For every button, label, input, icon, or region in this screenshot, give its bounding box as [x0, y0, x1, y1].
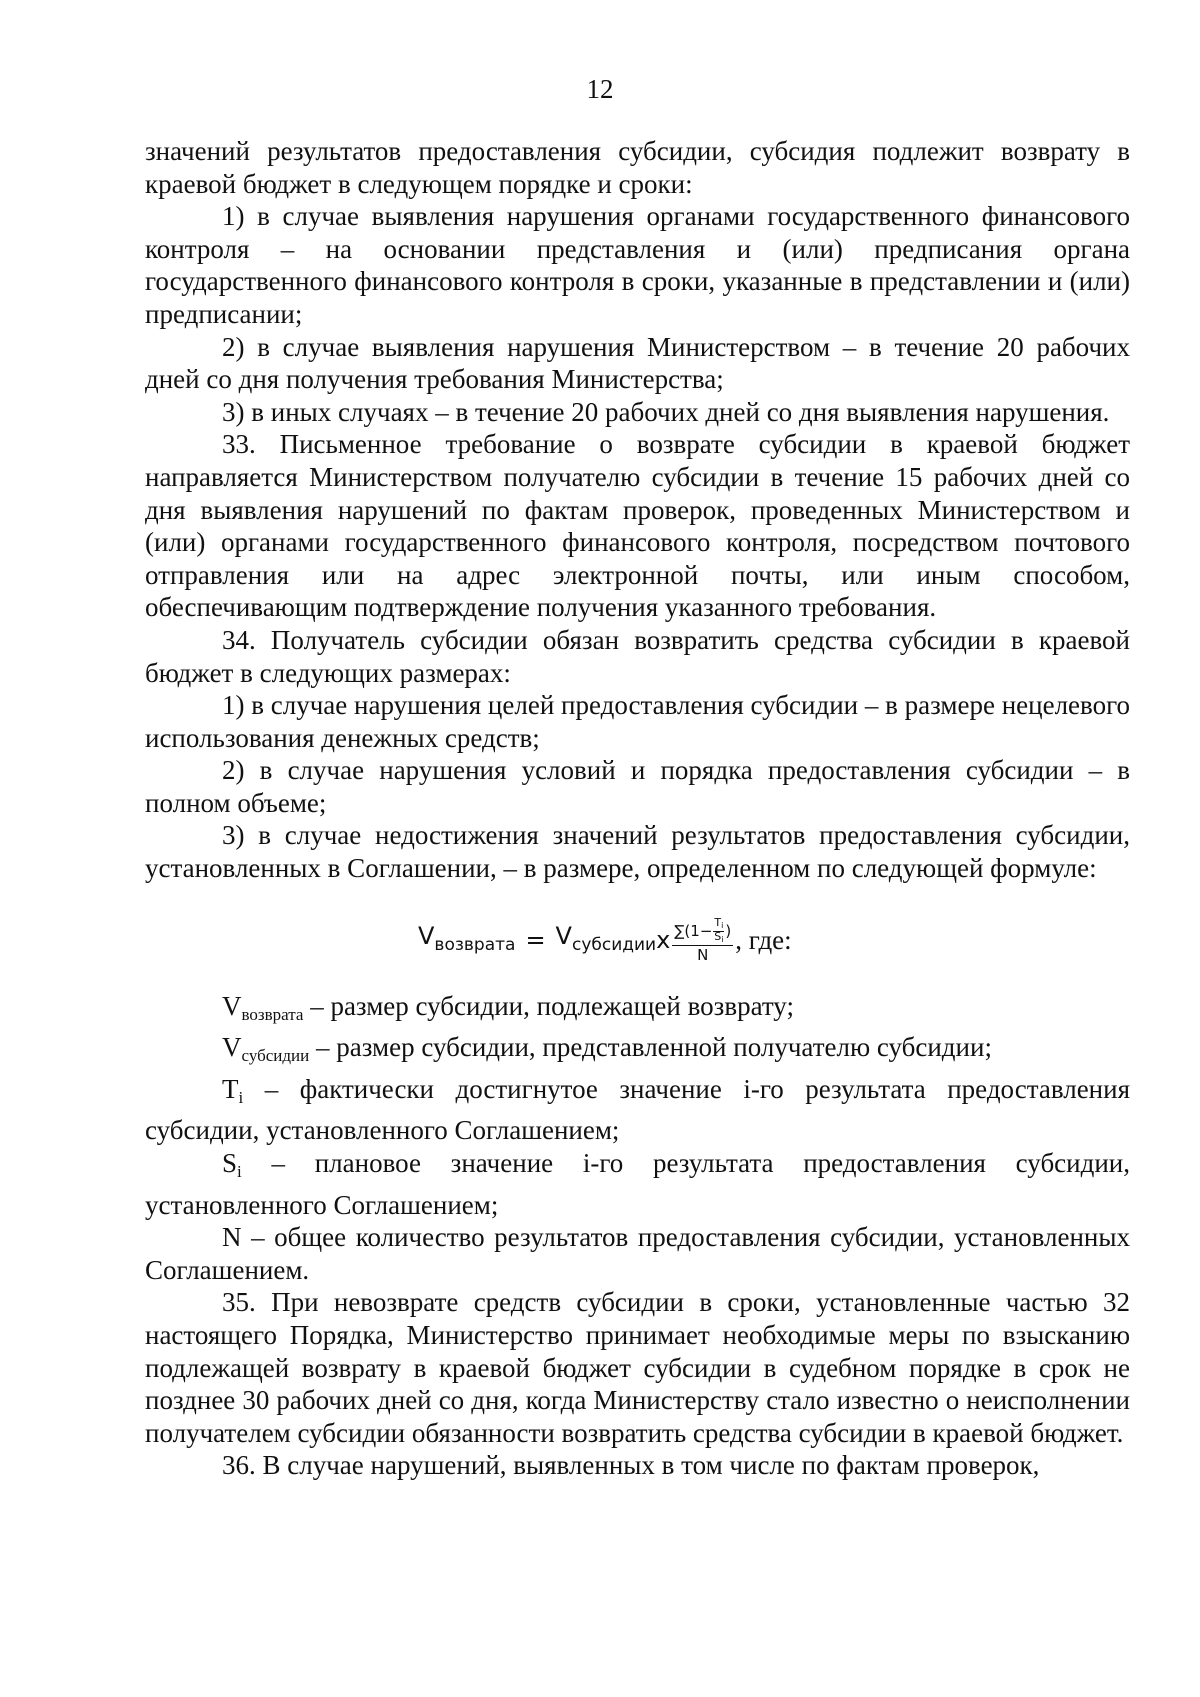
formula-lhs: $V_{возврата}$: [418, 921, 516, 955]
formula-fraction: [672, 915, 733, 964]
paragraph: 2) в случае нарушения условий и порядка предоставления субсидии – в полном объеме;: [145, 755, 1130, 818]
paragraph: 3) в случае недостижения значений результатов предоставления субсидии, установленных в Соглашении, – в размере, определенном по следующей формуле:: [145, 820, 1130, 884]
document-body: [145, 135, 1130, 1482]
paragraph: 35. При невозврате средств субсидии в сроки, установленные частью 32 настоящего Порядка, Министерство принимает необходимые меры по взысканию подлежащей возврату в краевой бюджет субсидии в судебном порядке в срок не позднее 30 рабочих дней со дня, когда Министерству стало известно о неисполнении получателем субсидии обязанности возвратить средства субсидии в краевой бюджет.: [145, 1287, 1130, 1448]
formula-tail: , где:: [735, 925, 792, 956]
definition-subscript: i: [238, 1087, 244, 1107]
paragraphs-before-formula: [145, 135, 1130, 885]
formula-ratio: $\frac{T_i}{S_i}$: [714, 915, 724, 944]
paragraph: 36. В случае нарушений, выявленных в том числе по фактам проверок,: [222, 1450, 1040, 1481]
definition-text: – плановое значение i-го результата предоставления субсидии, установленного Соглашением;: [145, 1148, 1130, 1220]
definition-symbol: V: [222, 1032, 242, 1063]
definition-subscript: i: [237, 1162, 242, 1182]
paragraph: 1) в случае нарушения целей предоставления субсидии – в размере нецелевого использования денежных средств;: [145, 690, 1130, 753]
definition-item: [145, 1031, 1130, 1073]
definition-item: [145, 990, 1130, 1032]
definition-symbol: V: [222, 990, 242, 1021]
definition-text: – общее количество результатов предоставления субсидии, установленных Соглашением.: [145, 1222, 1130, 1285]
paragraph: 2) в случае выявления нарушения Министерством – в течение 20 рабочих дней со дня получения требования Министерства;: [145, 331, 1130, 395]
definition-text: – фактически достигнутое значение i-го результата предоставления субсидии, установленного Соглашением;: [145, 1073, 1130, 1146]
definition-symbol: T: [222, 1073, 239, 1104]
formula-denominator: N: [697, 945, 709, 964]
definition-item: [145, 1073, 1130, 1147]
page-number: 12: [586, 74, 614, 104]
formula-definitions: [145, 990, 1130, 1287]
definition-item: [145, 1147, 1130, 1221]
paragraph: 3) в иных случаях – в течение 20 рабочих дней со дня выявления нарушения.: [222, 396, 1110, 427]
formula: [145, 904, 1130, 970]
definition-text: – размер субсидии, представленной получателю субсидии;: [309, 1032, 992, 1063]
paragraph: 33. Письменное требование о возврате субсидии в краевой бюджет направляется Министерством получателю субсидии в течение 15 рабочих дней со дня выявления нарушений по фактам проверок, проведенных Министерством и (или) органами государственного финансового контроля, посредством почтового отправления или на адрес электронной почты, или иным способом, обеспечивающим подтверждение получения указанного требования.: [145, 429, 1130, 623]
formula-numerator: ∑(1− $\frac{T_i}{S_i}$ ): [674, 915, 732, 944]
formula-rhs: $V_{субсидии}$: [555, 921, 657, 955]
formula-equals: =: [525, 926, 546, 955]
paragraphs-after-formula: [145, 1286, 1130, 1482]
definition-item: [145, 1221, 1130, 1286]
paragraph: 1) в случае выявления нарушения органами государственного финансового контроля – на основании представления и (или) предписания органа государственного финансового контроля в сроки, указанные в представлении и (или) предписании;: [145, 201, 1130, 329]
definition-text: – размер субсидии, подлежащей возврату;: [303, 990, 794, 1021]
definition-subscript: возврата: [241, 1004, 304, 1024]
definition-subscript: субсидии: [241, 1046, 310, 1066]
definition-symbol: S: [222, 1148, 238, 1179]
definition-symbol: N: [222, 1222, 242, 1253]
paragraph: значений результатов предоставления субсидии, субсидия подлежит возврату в краевой бюджет в следующем порядке и сроки:: [145, 136, 1130, 199]
formula-times: x: [656, 926, 671, 955]
paragraph: 34. Получатель субсидии обязан возвратить средства субсидии в краевой бюджет в следующих размерах:: [145, 624, 1130, 688]
